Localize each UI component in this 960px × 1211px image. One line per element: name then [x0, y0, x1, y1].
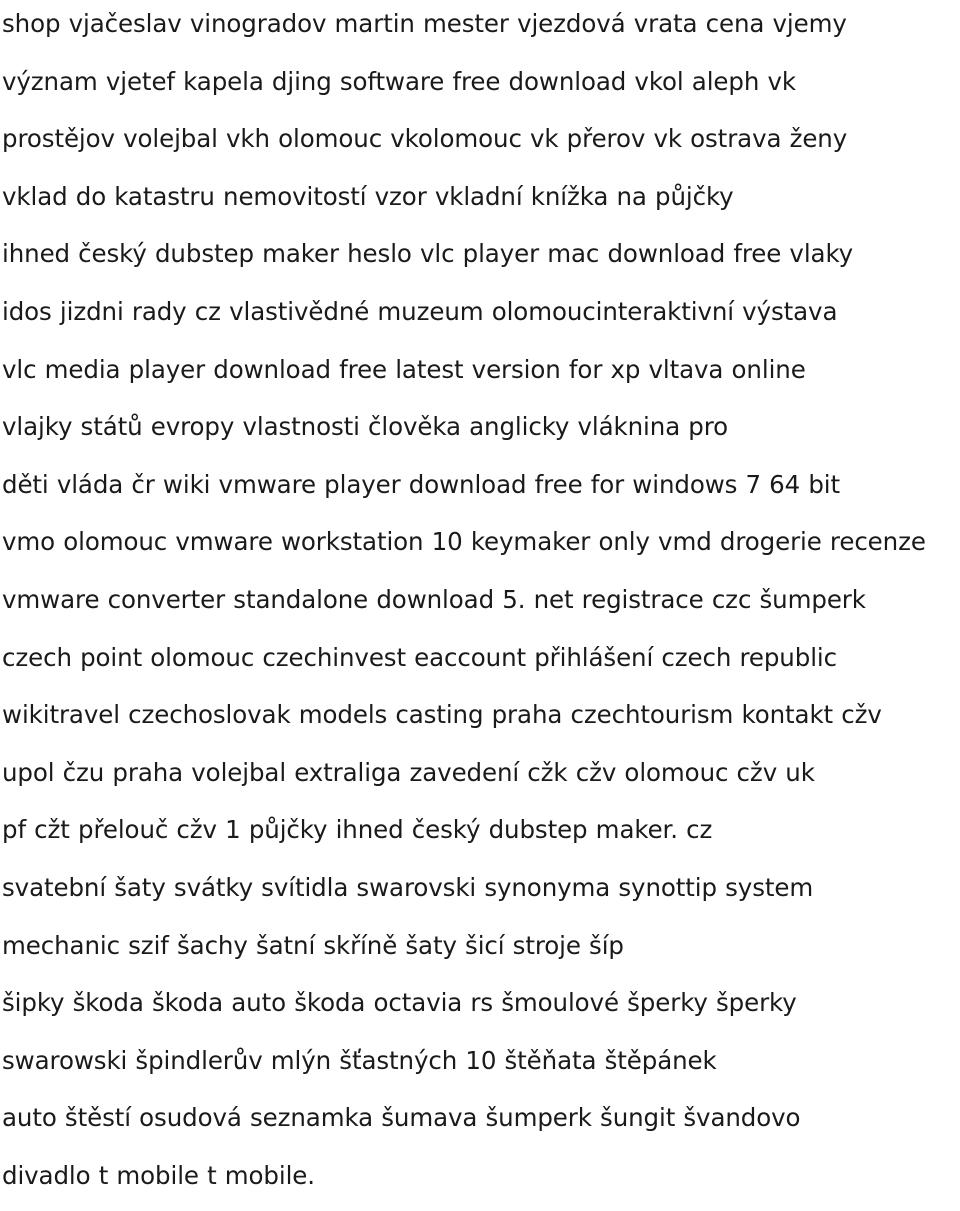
document-body	[2, 0, 958, 1211]
text-line-1: shop vjačeslav vinogradov martin mester vjezdová vrata cena vjemy	[2, 9, 847, 38]
text-line-21: divadlo t mobile t mobile.	[2, 1160, 315, 1190]
text-line-8: vlajky států evropy vlastnosti člověka anglicky vláknina pro	[2, 412, 729, 442]
text-line-9: děti vláda čr wiki vmware player download free for windows 7 64 bit	[2, 469, 841, 499]
text-line-4: vklad do katastru nemovitostí vzor vkladní knížka na půjčky	[2, 181, 734, 211]
text-line-13: wikitravel czechoslovak models casting praha czechtourism kontakt cžv	[2, 700, 882, 730]
text-line-2: význam vjetef kapela djing software free download vkol aleph vk	[2, 66, 796, 96]
text-line-18: šipky škoda škoda auto škoda octavia rs šmoulové šperky šperky	[2, 988, 797, 1018]
text-line-17: mechanic szif šachy šatní skříně šaty šicí stroje šíp	[2, 930, 624, 960]
text-line-10: vmo olomouc vmware workstation 10 keymaker only vmd drogerie recenze	[2, 527, 926, 557]
text-line-6: idos jizdni rady cz vlastivědné muzeum olomoucinteraktivní výstava	[2, 296, 838, 326]
text-line-12: czech point olomouc czechinvest eaccount přihlášení czech republic	[2, 642, 837, 672]
text-line-15: pf cžt přelouč cžv 1 půjčky ihned český dubstep maker. cz	[2, 815, 713, 845]
text-line-11: vmware converter standalone download 5. net registrace czc šumperk	[2, 584, 866, 614]
text-line-16: svatební šaty svátky svítidla swarovski synonyma synottip system	[2, 872, 814, 902]
text-line-7: vlc media player download free latest version for xp vltava online	[2, 354, 806, 384]
text-line-3: prostějov volejbal vkh olomouc vkolomouc vk přerov vk ostrava ženy	[2, 124, 848, 154]
text-line-14: upol čzu praha volejbal extraliga zavedení cžk cžv olomouc cžv uk	[2, 757, 815, 787]
text-line-19: swarowski špindlerův mlýn šťastných 10 štěňata štěpánek	[2, 1045, 717, 1075]
text-line-5: ihned český dubstep maker heslo vlc player mac download free vlaky	[2, 239, 854, 269]
text-line-20: auto štěstí osudová seznamka šumava šumperk šungit švandovo	[2, 1103, 801, 1133]
